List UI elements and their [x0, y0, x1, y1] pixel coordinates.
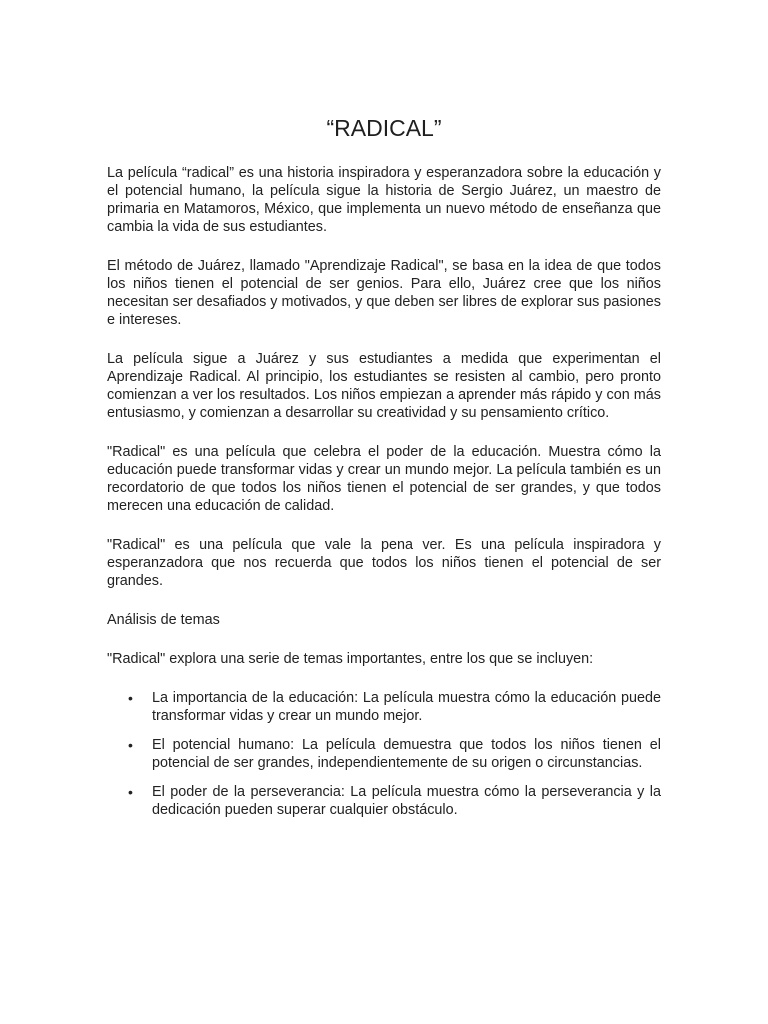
bullet-icon: •: [128, 784, 133, 800]
list-item: [107, 783, 661, 819]
list-item-text: El poder de la perseverancia: La película muestra cómo la perseverancia y la dedicación pueden superar cualquier obstáculo.: [152, 784, 661, 818]
list-item: [107, 736, 661, 772]
document-body: [107, 164, 661, 830]
paragraph-recommendation: "Radical" es una película que vale la pena ver. Es una película inspiradora y esperanzadora que nos recuerda que todos los niños tienen el potencial de ser grandes.: [107, 537, 661, 589]
themes-list: [107, 689, 661, 819]
paragraph-method: El método de Juárez, llamado "Aprendizaje Radical", se basa en la idea de que todos los niños tienen el potencial de ser genios. Para ello, Juárez cree que los niños necesitan ser desafiados y motivados, y que deben ser libres de explorar sus pasiones e intereses.: [107, 258, 661, 328]
bullet-icon: •: [128, 690, 133, 706]
bullet-icon: •: [128, 737, 133, 753]
paragraph-intro: La película “radical” es una historia inspiradora y esperanzadora sobre la educación y el potencial humano, la película sigue la historia de Sergio Juárez, un maestro de primaria en Matamoros, México, que implementa un nuevo método de enseñanza que cambia la vida de sus estudiantes.: [107, 165, 661, 235]
list-item: [107, 689, 661, 725]
section-heading: Análisis de temas: [107, 612, 220, 628]
list-item-text: El potencial humano: La película demuestra que todos los niños tienen el potencial de ser grandes, independientemente de su origen o circunstancias.: [152, 737, 661, 771]
paragraph-celebration: "Radical" es una película que celebra el poder de la educación. Muestra cómo la educación puede transformar vidas y crear un mundo mejor. La película también es un recordatorio de que todos los niños tienen el potencial de ser grandes, y que todos merecen una educación de calidad.: [107, 444, 661, 514]
document-title: “RADICAL”: [326, 115, 442, 141]
paragraph-story: La película sigue a Juárez y sus estudiantes a medida que experimentan el Aprendizaje Radical. Al principio, los estudiantes se resisten al cambio, pero pronto comienzan a ver los resultados. Los niños empiezan a aprender más rápido y con más entusiasmo, y comienzan a desarrollar su creatividad y su pensamiento crítico.: [107, 351, 661, 421]
list-item-text: La importancia de la educación: La película muestra cómo la educación puede transformar vidas y crear un mundo mejor.: [152, 690, 661, 724]
themes-intro: "Radical" explora una serie de temas importantes, entre los que se incluyen:: [107, 651, 594, 667]
